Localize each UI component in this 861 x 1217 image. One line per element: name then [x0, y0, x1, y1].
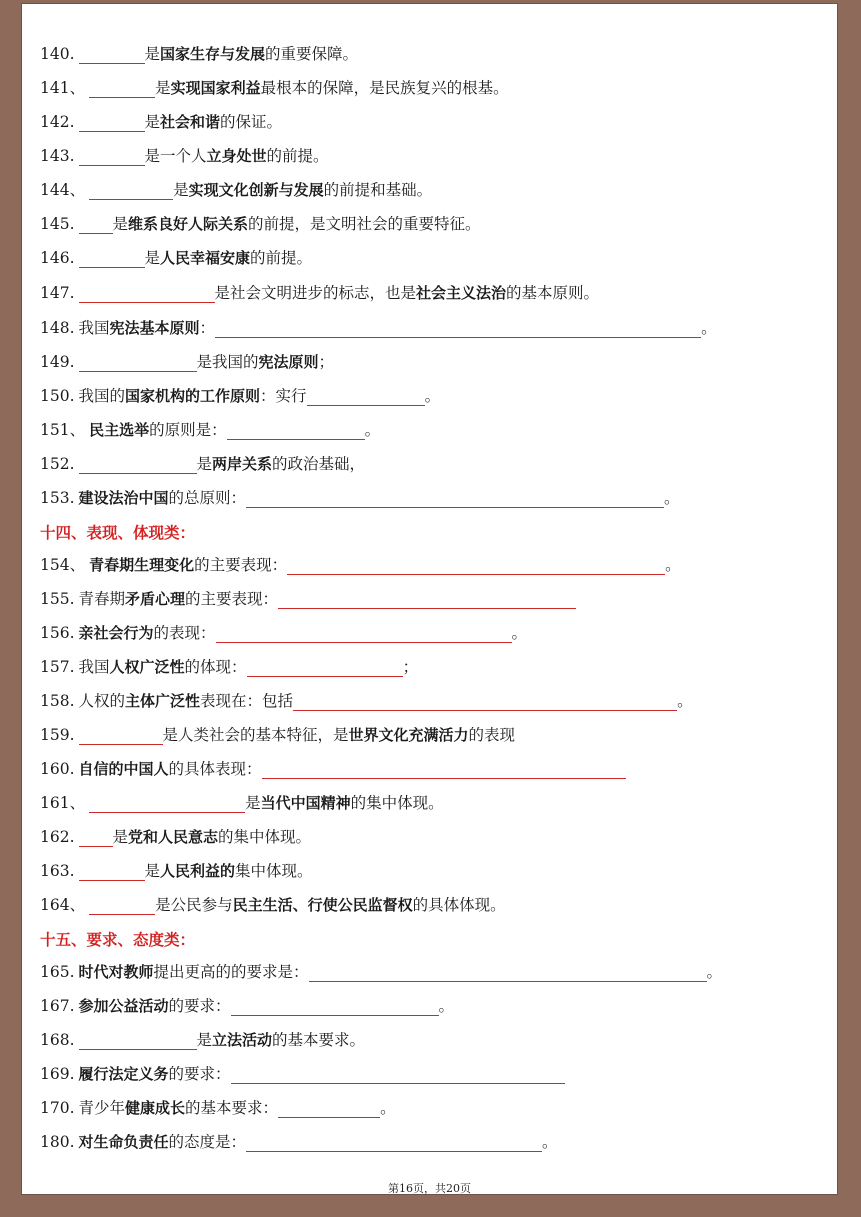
- answer-blank[interactable]: [246, 491, 664, 508]
- question-line: [40, 555, 681, 575]
- question-text: 的主要表现：: [185, 590, 279, 608]
- question-text: 我国的: [78, 387, 126, 405]
- question-number: 146.: [40, 249, 75, 267]
- key-term: 民主生活、行使公民监督权: [232, 896, 413, 914]
- question-text: ；: [318, 353, 335, 371]
- question-text: 。: [665, 556, 681, 574]
- question-text: 是: [144, 862, 161, 880]
- question-text: 的基本要求。: [272, 1031, 366, 1049]
- question-text: 的要求：: [168, 1065, 231, 1083]
- question-text: 提出更高的的要求是：: [153, 963, 309, 981]
- question-text: 集中体现。: [235, 862, 313, 880]
- question-text: 是: [196, 455, 213, 473]
- question-line: [40, 691, 693, 711]
- question-text: 是: [112, 828, 129, 846]
- question-text: 。: [438, 997, 455, 1015]
- question-number: 149.: [40, 353, 75, 371]
- answer-blank[interactable]: [247, 660, 403, 677]
- question-number: 147.: [40, 284, 75, 302]
- question-number: 162.: [40, 828, 75, 846]
- key-term: 对生命负责任: [78, 1133, 169, 1151]
- question-line: [40, 589, 576, 609]
- key-term: 亲社会行为: [78, 624, 154, 642]
- question-line: [40, 180, 432, 200]
- answer-blank[interactable]: [79, 864, 145, 881]
- question-line: [40, 1098, 396, 1118]
- question-line: [40, 352, 334, 372]
- key-term: 宪法基本原则: [109, 319, 200, 337]
- question-text: 我国: [78, 658, 110, 676]
- question-number: 148.: [40, 319, 75, 337]
- answer-blank[interactable]: [246, 1135, 542, 1152]
- answer-blank[interactable]: [89, 898, 155, 915]
- question-text: 是: [144, 45, 161, 63]
- question-number: 159.: [40, 726, 75, 744]
- question-text: 。: [701, 319, 717, 337]
- question-text: 。: [677, 692, 693, 710]
- question-line: [40, 454, 365, 474]
- key-term: 宪法原则: [258, 353, 319, 371]
- key-term: 实现文化创新与发展: [188, 181, 324, 199]
- question-line: [40, 759, 626, 779]
- answer-blank[interactable]: [79, 457, 197, 474]
- answer-blank[interactable]: [79, 47, 145, 64]
- question-text: 的表现: [468, 726, 516, 744]
- answer-blank[interactable]: [231, 1067, 565, 1084]
- question-line: [40, 248, 312, 268]
- question-text: 的前提。: [266, 147, 329, 165]
- question-number: 157.: [40, 658, 75, 676]
- answer-blank[interactable]: [79, 830, 113, 847]
- document-page: [22, 4, 837, 1194]
- question-text: 是我国的: [196, 353, 259, 371]
- question-text: 的基本原则。: [506, 284, 600, 302]
- question-number: 161、: [40, 794, 86, 812]
- question-line: [40, 1132, 558, 1152]
- answer-blank[interactable]: [89, 796, 245, 813]
- question-number: 170.: [40, 1099, 75, 1117]
- question-text: 是社会文明进步的标志，也是: [214, 284, 417, 302]
- key-term: 健康成长: [125, 1099, 186, 1117]
- question-text: 是: [196, 1031, 213, 1049]
- key-term: 人民利益的: [160, 862, 236, 880]
- answer-blank[interactable]: [287, 558, 665, 575]
- key-term: 人民幸福安康: [160, 249, 251, 267]
- section-heading: 十五、要求、态度类：: [40, 931, 196, 949]
- question-number: 165.: [40, 963, 75, 981]
- key-term: 实现国家利益: [170, 79, 261, 97]
- question-text: ：实行: [260, 387, 307, 405]
- answer-blank[interactable]: [79, 115, 145, 132]
- key-term: 世界文化充满活力: [348, 726, 469, 744]
- question-number: 163.: [40, 862, 75, 880]
- question-number: 145.: [40, 215, 75, 233]
- question-number: 169.: [40, 1065, 75, 1083]
- question-number: 144、: [40, 181, 86, 199]
- answer-blank[interactable]: [227, 423, 365, 440]
- key-term: 两岸关系: [212, 455, 273, 473]
- question-number: 158.: [40, 692, 75, 710]
- key-term: 自信的中国人: [78, 760, 169, 778]
- question-number: 160.: [40, 760, 75, 778]
- question-line: [40, 657, 418, 677]
- question-text: 我国: [78, 319, 110, 337]
- question-text: 的具体表现：: [168, 760, 262, 778]
- answer-blank[interactable]: [79, 355, 197, 372]
- answer-blank[interactable]: [309, 965, 707, 982]
- question-line: [40, 112, 282, 132]
- question-number: 164、: [40, 896, 86, 914]
- question-text: 表现在：包括: [200, 692, 294, 710]
- question-text: 的表现：: [153, 624, 216, 642]
- answer-blank[interactable]: [89, 183, 173, 200]
- question-line: [40, 146, 329, 166]
- question-text: 最根本的保障，是民族复兴的根基。: [260, 79, 509, 97]
- question-text: 的集中体现。: [350, 794, 444, 812]
- question-line: [40, 283, 599, 303]
- question-number: 153.: [40, 489, 75, 507]
- question-number: 154、: [40, 556, 86, 574]
- answer-blank[interactable]: [79, 728, 163, 745]
- question-text: 的重要保障。: [265, 45, 359, 63]
- answer-blank[interactable]: [231, 999, 439, 1016]
- answer-blank[interactable]: [79, 149, 145, 166]
- key-term: 时代对教师: [78, 963, 154, 981]
- question-text: 是: [112, 215, 129, 233]
- question-line: [40, 827, 311, 847]
- question-line: [40, 420, 380, 440]
- question-text: 的保证。: [220, 113, 283, 131]
- question-number: 180.: [40, 1133, 75, 1151]
- answer-blank[interactable]: [262, 762, 626, 779]
- answer-blank[interactable]: [216, 626, 512, 643]
- key-term: 国家机构的工作原则: [125, 387, 261, 405]
- question-number: 143.: [40, 147, 75, 165]
- question-text: 的前提，是文明社会的重要特征。: [248, 215, 481, 233]
- question-text: ；: [402, 658, 419, 676]
- answer-blank[interactable]: [215, 321, 701, 338]
- question-number: 150.: [40, 387, 75, 405]
- answer-blank[interactable]: [79, 1033, 197, 1050]
- question-text: 。: [542, 1133, 558, 1151]
- answer-blank[interactable]: [79, 217, 113, 234]
- key-term: 矛盾心理: [125, 590, 186, 608]
- question-text: 是人类社会的基本特征，是: [162, 726, 349, 744]
- question-number: 142.: [40, 113, 75, 131]
- answer-blank[interactable]: [79, 286, 215, 303]
- question-text: 是: [173, 181, 189, 199]
- question-line: [40, 44, 358, 64]
- question-line: [40, 996, 454, 1016]
- key-term: 人权广泛性: [109, 658, 185, 676]
- question-text: 。: [424, 387, 441, 405]
- question-text: 的态度是：: [168, 1133, 247, 1151]
- answer-blank[interactable]: [89, 81, 155, 98]
- question-line: [40, 895, 506, 915]
- key-term: 建设法治中国: [78, 489, 169, 507]
- question-text: 。: [664, 489, 680, 507]
- question-text: 青少年: [78, 1099, 126, 1117]
- question-text: 是: [144, 249, 161, 267]
- question-line: [40, 78, 509, 98]
- question-number: 155.: [40, 590, 75, 608]
- question-number: 167.: [40, 997, 75, 1015]
- section-heading: 十四、表现、体现类：: [40, 524, 196, 542]
- question-line: [40, 793, 444, 813]
- answer-blank[interactable]: [79, 251, 145, 268]
- question-line: [40, 962, 722, 982]
- question-text: 是: [245, 794, 261, 812]
- answer-blank[interactable]: [293, 694, 677, 711]
- key-term: 立法活动: [212, 1031, 273, 1049]
- question-text: 的前提。: [250, 249, 313, 267]
- question-text: 是: [144, 113, 161, 131]
- question-text: 。: [380, 1099, 396, 1117]
- question-line: [40, 318, 717, 338]
- key-term: 参加公益活动: [78, 997, 169, 1015]
- key-term: 社会和谐: [160, 113, 221, 131]
- key-term: 当代中国精神: [260, 794, 351, 812]
- question-text: 。: [364, 421, 381, 439]
- answer-blank[interactable]: [278, 1101, 380, 1118]
- question-number: 156.: [40, 624, 75, 642]
- key-term: 履行法定义务: [78, 1065, 169, 1083]
- question-text: 是: [155, 79, 171, 97]
- question-text: 的政治基础，: [272, 455, 366, 473]
- key-term: 社会主义法治: [416, 284, 507, 302]
- question-text: 的要求：: [168, 997, 231, 1015]
- question-text: 人权的: [78, 692, 126, 710]
- question-text: 的基本要求：: [185, 1099, 279, 1117]
- question-text: 的主要表现：: [194, 556, 288, 574]
- question-text: 青春期: [78, 590, 126, 608]
- question-line: [40, 214, 481, 234]
- question-number: 141、: [40, 79, 86, 97]
- question-text: 是一个人: [144, 147, 207, 165]
- question-number: 151、: [40, 421, 86, 439]
- question-text: 的具体体现。: [412, 896, 506, 914]
- key-term: 立身处世: [206, 147, 267, 165]
- question-line: [40, 1030, 365, 1050]
- key-term: 青春期生理变化: [89, 556, 195, 574]
- question-text: 的前提和基础。: [323, 181, 433, 199]
- question-line: [40, 623, 527, 643]
- key-term: 民主选举: [89, 421, 150, 439]
- question-line: [40, 386, 440, 406]
- page-footer: 第16页，共20页: [388, 1182, 471, 1195]
- question-number: 168.: [40, 1031, 75, 1049]
- question-text: 的原则是：: [149, 421, 227, 439]
- question-text: 。: [511, 624, 528, 642]
- question-text: 的体现：: [184, 658, 247, 676]
- answer-blank[interactable]: [278, 592, 576, 609]
- question-text: 是公民参与: [155, 896, 233, 914]
- key-term: 党和人民意志: [128, 828, 219, 846]
- question-text: 的总原则：: [168, 489, 247, 507]
- question-text: 。: [706, 963, 723, 981]
- question-line: [40, 1064, 565, 1084]
- key-term: 国家生存与发展: [160, 45, 266, 63]
- key-term: 主体广泛性: [125, 692, 201, 710]
- question-line: [40, 861, 313, 881]
- question-text: ：: [199, 319, 216, 337]
- question-number: 140.: [40, 45, 75, 63]
- question-line: [40, 488, 680, 508]
- key-term: 维系良好人际关系: [128, 215, 249, 233]
- question-text: 的集中体现。: [218, 828, 312, 846]
- answer-blank[interactable]: [307, 389, 425, 406]
- question-line: [40, 725, 515, 745]
- question-number: 152.: [40, 455, 75, 473]
